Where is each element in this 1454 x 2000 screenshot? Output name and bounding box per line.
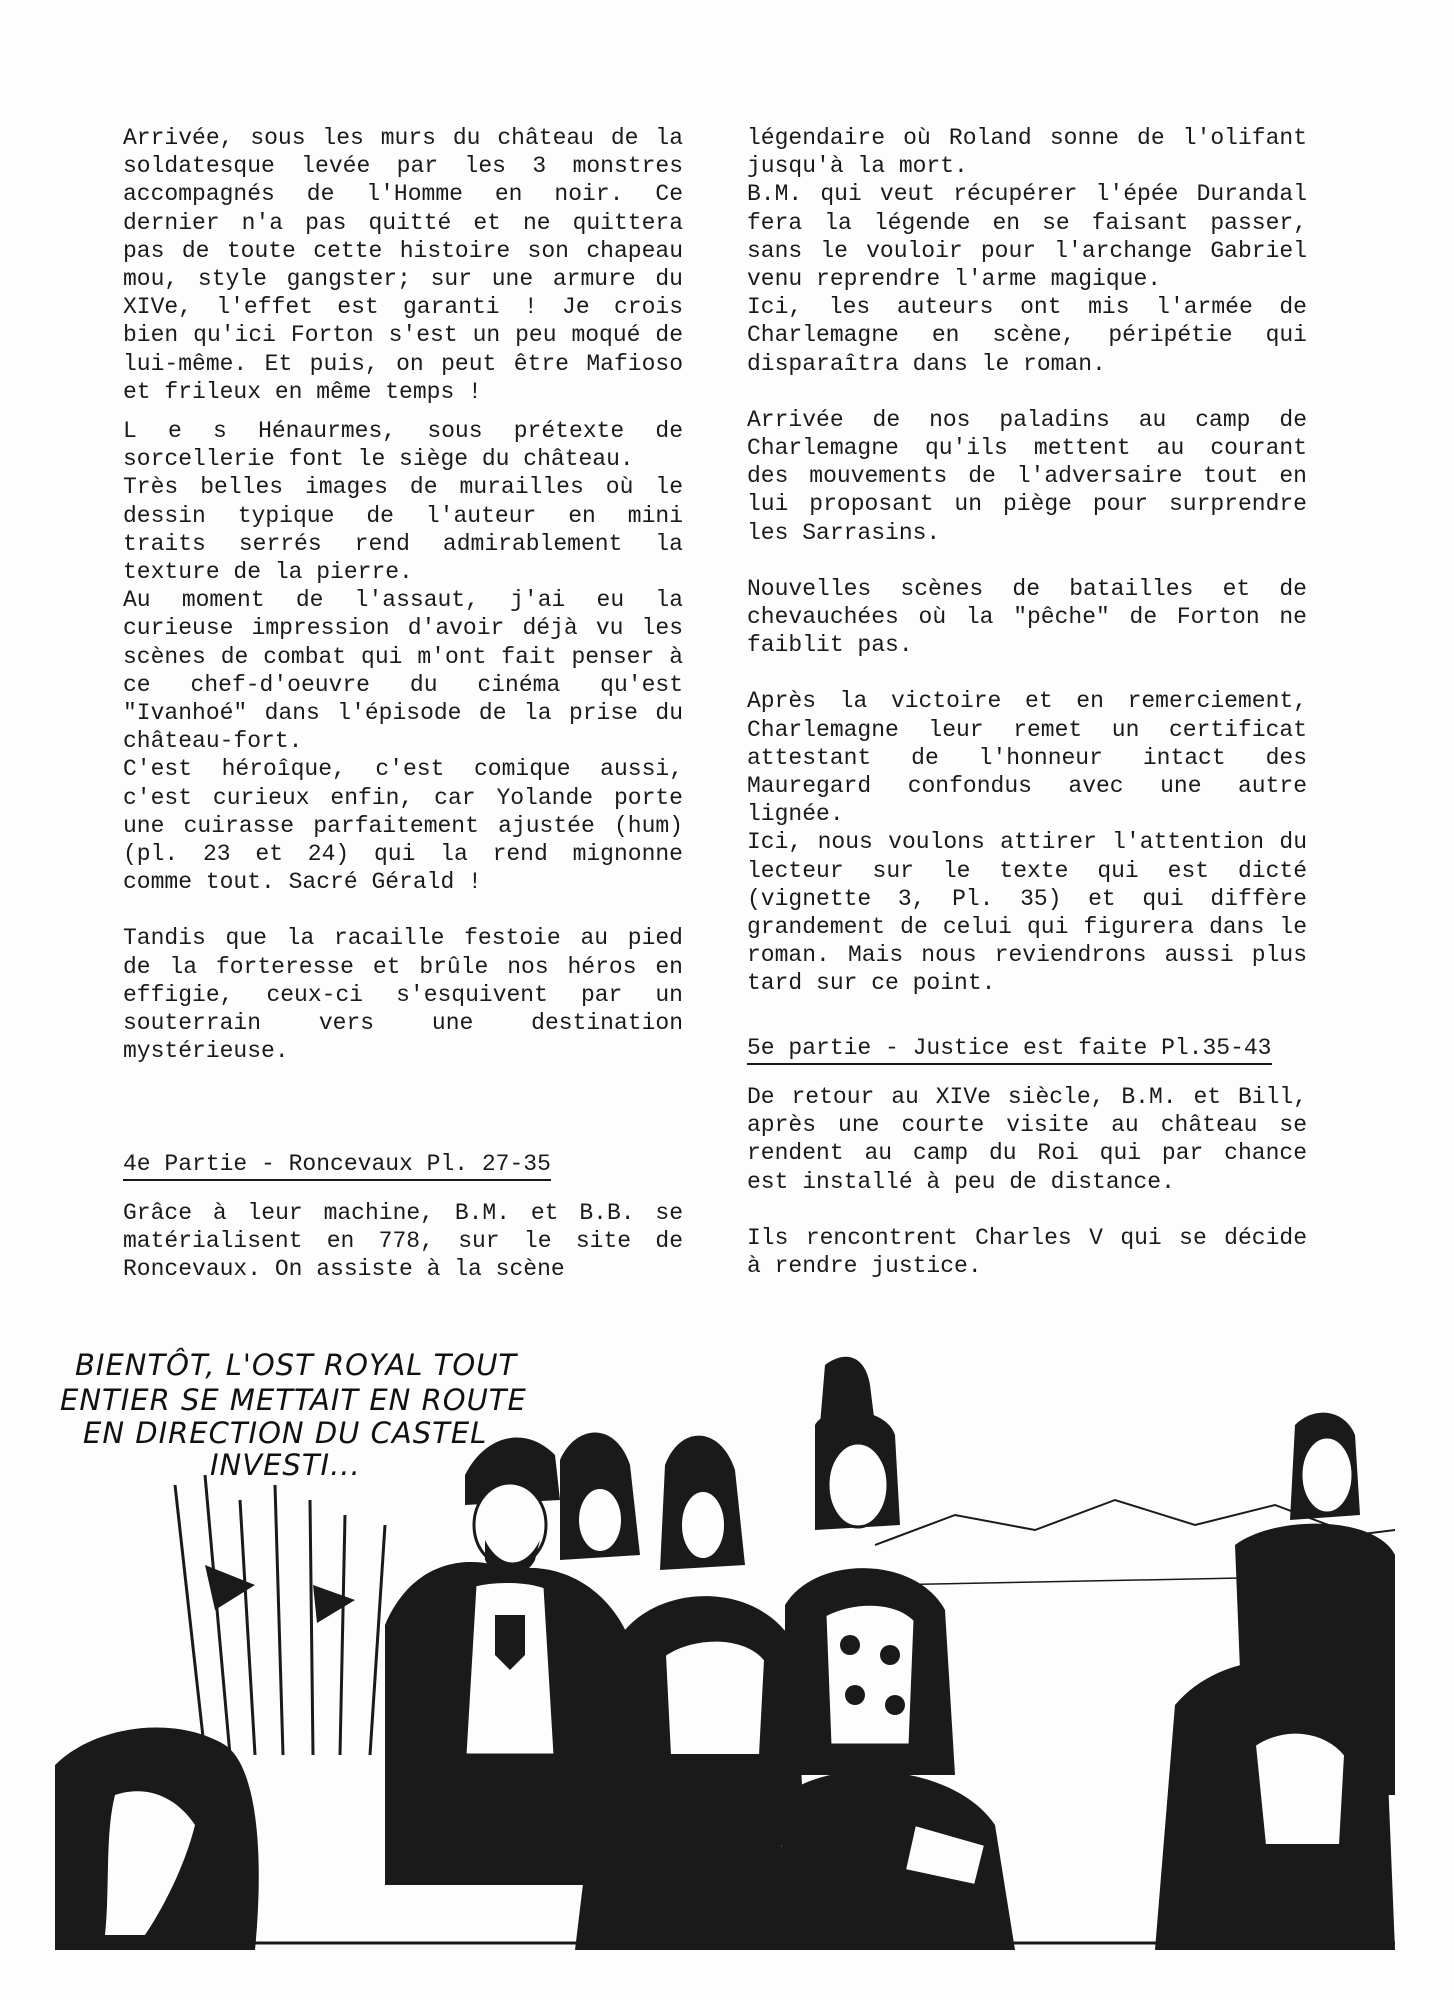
- left-column: [123, 124, 683, 1283]
- paragraph: Ici, les auteurs ont mis l'armée de Charlemagne en scène, péripétie qui disparaîtra dans le roman.: [747, 294, 1307, 377]
- horse: [575, 1756, 795, 1950]
- paragraph: Nouvelles scènes de batailles et de chevauchées où la "pêche" de Forton ne faiblit pas.: [747, 575, 1307, 659]
- paragraph: Grâce à leur machine, B.M. et B.B. se matérialisent en 778, sur le site de Roncevaux. On assiste à la scène: [123, 1199, 683, 1283]
- knight: [560, 1433, 640, 1561]
- paragraph: De retour au XIVe siècle, B.M. et Bill, après une courte visite au château se rendent au camp du Roi qui par chance est installé à peu de distance.: [747, 1083, 1307, 1195]
- paragraph: légendaire où Roland sonne de l'olifant jusqu'à la mort.: [747, 125, 1307, 180]
- paragraph: Arrivée, sous les murs du château de la soldatesque levée par les 3 monstres accompagnés de l'Homme en noir. Ce dernier n'a pas quitté et ne quittera pas de toute cette histoire son chapeau mou, style gangster; sur une armure du XIVe, l'effet est garanti ! Je crois bien qu'ici Forton s'est un peu moqué de lui-même. Et puis, on peut être Mafioso et frileux en même temps !: [123, 125, 683, 405]
- paragraph: Après la victoire et en remerciement, Charlemagne leur remet un certificat attestant de l'honneur intact des Mauregard confondus avec une autre lignée.: [747, 688, 1307, 828]
- comic-illustration: [55, 1325, 1395, 1950]
- paragraph: Ils rencontrent Charles V qui se décide à rendre justice.: [747, 1224, 1307, 1279]
- right-column: [747, 124, 1307, 1280]
- banner: [313, 1585, 355, 1623]
- section-heading: 4e Partie - Roncevaux Pl. 27-35: [123, 1150, 551, 1181]
- paragraph: B.M. qui veut récupérer l'épée Durandal fera la légende en se faisant passer, sans le vouloir pour l'archange Gabriel venu reprendre l'arme magique.: [747, 181, 1307, 293]
- lances: [175, 1475, 385, 1755]
- paragraph: Ici, nous voulons attirer l'attention du lecteur sur le texte qui est dicté (vignette 3, Pl. 35) et qui diffère grandement de celui qui figurera dans le roman. Mais nous reviendrons aussi plus tard sur ce point.: [747, 829, 1307, 997]
- paragraph: C'est héroîque, c'est comique aussi, c'est curieux enfin, car Yolande porte une cuirasse parfaitement ajustée (hum) (pl. 23 et 24) qui la rend mignonne comme tout. Sacré Gérald !: [123, 756, 683, 896]
- section-heading: 5e partie - Justice est faite Pl.35-43: [747, 1034, 1272, 1065]
- horse-highlight: [1255, 1733, 1345, 1845]
- paragraph: Arrivée de nos paladins au camp de Charlemagne qu'ils mettent au courant des mouvements de l'adversaire tout en lui proposant un piège pour surprendre les Sarrasins.: [747, 406, 1307, 546]
- caption-line: BIENTÔT, L'OST ROYAL TOUT: [75, 1348, 518, 1382]
- caption-line: INVESTI...: [210, 1448, 361, 1482]
- paragraph: Tandis que la racaille festoie au pied de la forteresse et brûle nos héros en effigie, ceux-ci s'esquivent par un souterrain vers une destination mystérieuse.: [123, 925, 683, 1065]
- paragraph: Au moment de l'assaut, j'ai eu la curieuse impression d'avoir déjà vu les scènes de combat qui m'ont fait penser à ce chef-d'oeuvre du cinéma qu'est "Ivanhoé" dans l'épisode de la prise du château-fort.: [123, 587, 683, 755]
- paragraph: Très belles images de murailles où le dessin typique de l'auteur en mini traits serrés rend admirablement la texture de la pierre.: [123, 474, 683, 586]
- knight: [785, 1357, 955, 1775]
- caption-line: EN DIRECTION DU CASTEL: [83, 1416, 488, 1450]
- paragraph: L e s Hénaurmes, sous prétexte de sorcellerie font le siège du château.: [123, 418, 683, 473]
- caption-line: ENTIER SE METTAIT EN ROUTE: [60, 1383, 527, 1417]
